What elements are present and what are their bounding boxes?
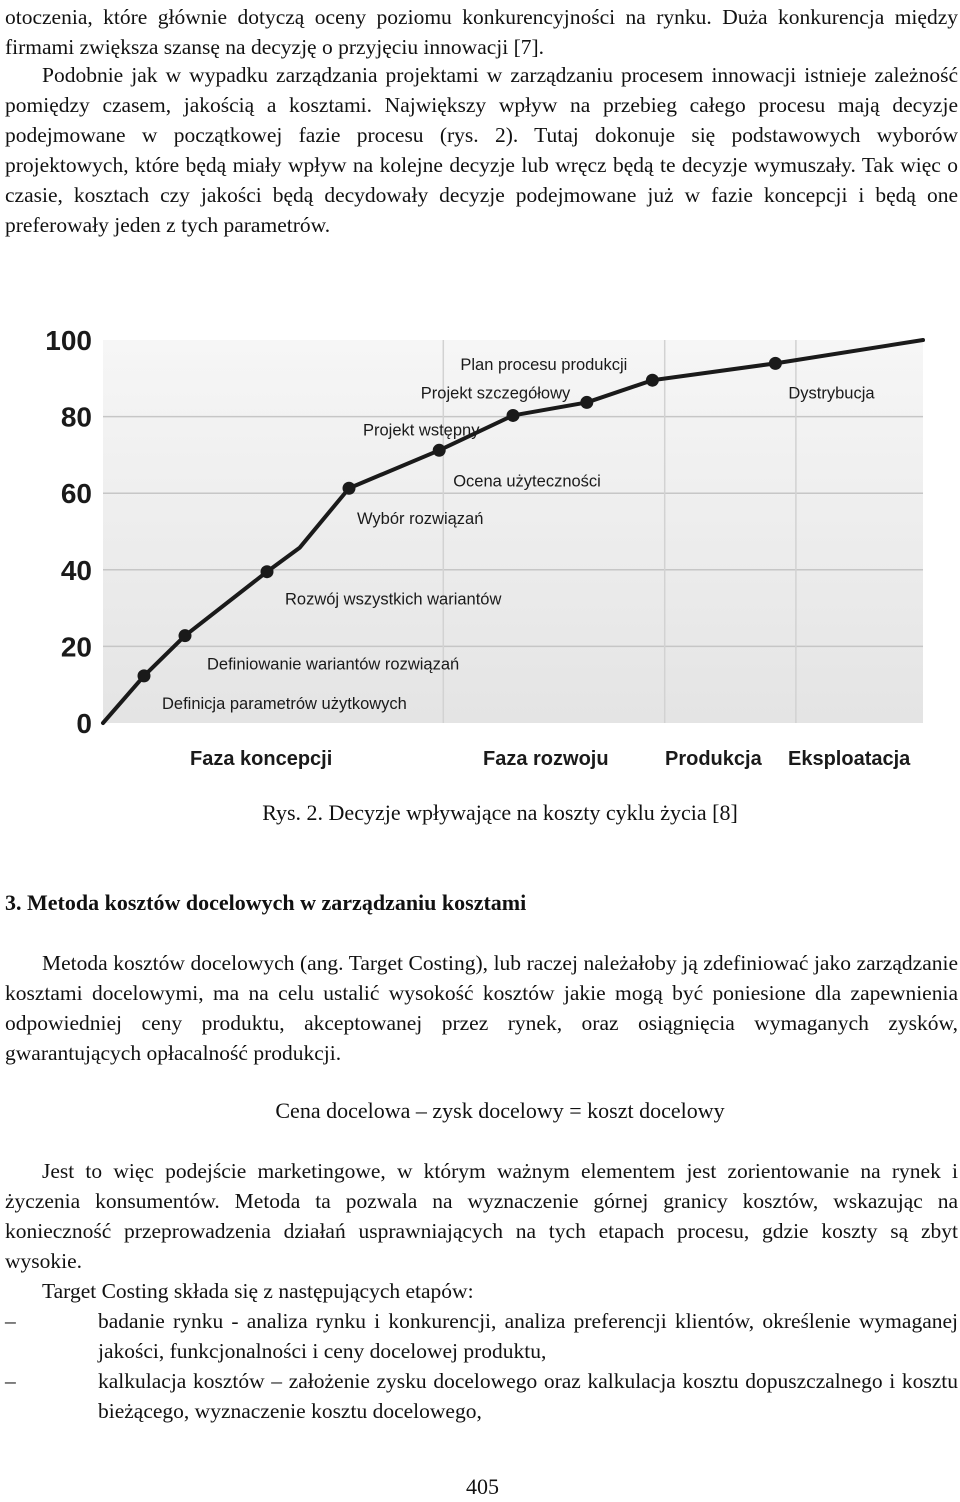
list-item-text: badanie rynku - analiza rynku i konkurencji, analiza preferencji klientów, określenie wymaganej jakości, funkcjonalności i ceny docelowej produktu, xyxy=(98,1309,958,1363)
point-label: Definiowanie wariantów rozwiązań xyxy=(207,655,460,674)
point-label: Projekt wstępny xyxy=(363,421,480,440)
phase-label: Eksploatacja xyxy=(788,748,911,770)
life-cycle-cost-chart xyxy=(0,310,960,790)
data-point xyxy=(138,669,151,682)
point-label: Wybór rozwiązań xyxy=(357,510,484,529)
paragraph-marketing-approach: Jest to więc podejście marketingowe, w którym ważnym elementem jest zorientowanie na rynek i życzenia konsumentów. Metoda ta pozwala na wyznaczenie górnej granicy kosztów, wskazując na konieczność przeprowadzenia działań usprawniających na tych etapach procesu, gdzie koszty są zbyt wysokie. xyxy=(5,1159,958,1273)
data-point xyxy=(769,357,782,370)
data-point xyxy=(433,444,446,457)
paragraph-time-quality-cost: Podobnie jak w wypadku zarządzania projektami w zarządzaniu procesem innowacji istnieje zależność pomiędzy czasem, jakością a kosztami. Największy wpływ na przebieg całego procesu mają decyzje podejmowane w początkowej fazie procesu (rys. 2). Tutaj dokonuje się podstawowych wyborów projektowych, które będą miały wpływ na kolejne decyzje lub wręcz będą te decyzje wymuszały. Tak więc o czasie, kosztach czy jakości będą decydowały decyzje podejmowane już w fazie koncepcji i będą one preferowały jeden z tych parametrów. xyxy=(5,63,958,237)
intro-paragraph: otoczenia, które głównie dotyczą oceny poziomu konkurencyjności na rynku. Duża konkurencja między firmami zwiększa szansę na decyzję o przyjęciu innowacji [7]. xyxy=(5,5,958,59)
section-heading: 3. Metoda kosztów docelowych w zarządzaniu kosztami xyxy=(5,890,527,915)
data-point xyxy=(507,409,520,422)
formula: Cena docelowa – zysk docelowy = koszt docelowy xyxy=(275,1098,725,1123)
y-tick-label: 0 xyxy=(76,708,92,739)
list-item xyxy=(5,1306,958,1366)
point-label: Definicja parametrów użytkowych xyxy=(162,694,407,713)
stages-list xyxy=(5,1306,958,1426)
point-label: Rozwój wszystkich wariantów xyxy=(285,590,502,609)
phase-label: Faza koncepcji xyxy=(190,748,333,770)
data-point xyxy=(179,629,192,642)
phase-label: Produkcja xyxy=(665,748,762,770)
y-tick-label: 40 xyxy=(60,554,92,586)
y-tick-label: 80 xyxy=(60,401,92,433)
page-number: 405 xyxy=(466,1474,499,1499)
figure-caption: Rys. 2. Decyzje wpływające na koszty cyklu życia [8] xyxy=(262,800,738,825)
list-intro: Target Costing składa się z następujących etapów: xyxy=(42,1279,474,1303)
data-point xyxy=(343,482,356,495)
paragraph-target-costing: Metoda kosztów docelowych (ang. Target Costing), lub raczej należałoby ją zdefiniować jako zarządzanie kosztami docelowymi, ma na celu ustalić wysokość kosztów jakie mogą być poniesione dla zapewnienia odpowiedniej ceny produktu, akceptowanej przez rynek, oraz osiągnięcia wymaganych zysków, gwarantujących opłacalność produkcji. xyxy=(5,951,958,1065)
data-point xyxy=(646,374,659,387)
phase-label: Faza rozwoju xyxy=(483,748,609,770)
y-tick-label: 100 xyxy=(45,325,92,356)
point-label: Dystrybucja xyxy=(788,384,875,403)
point-label: Ocena użyteczności xyxy=(453,472,601,491)
data-point xyxy=(580,396,593,409)
list-item xyxy=(5,1366,958,1426)
dash-marker: – xyxy=(5,1369,16,1393)
y-tick-label: 20 xyxy=(60,631,92,663)
list-item-text: kalkulacja kosztów – założenie zysku docelowego oraz kalkulacja kosztu dopuszczalnego i kosztu bieżącego, wyznaczenie kosztu docelowego, xyxy=(98,1369,958,1423)
y-tick-label: 60 xyxy=(60,478,92,510)
point-label: Plan procesu produkcji xyxy=(460,356,628,375)
point-label: Projekt szczegółowy xyxy=(420,384,571,403)
dash-marker: – xyxy=(5,1309,16,1333)
data-point xyxy=(261,565,274,578)
